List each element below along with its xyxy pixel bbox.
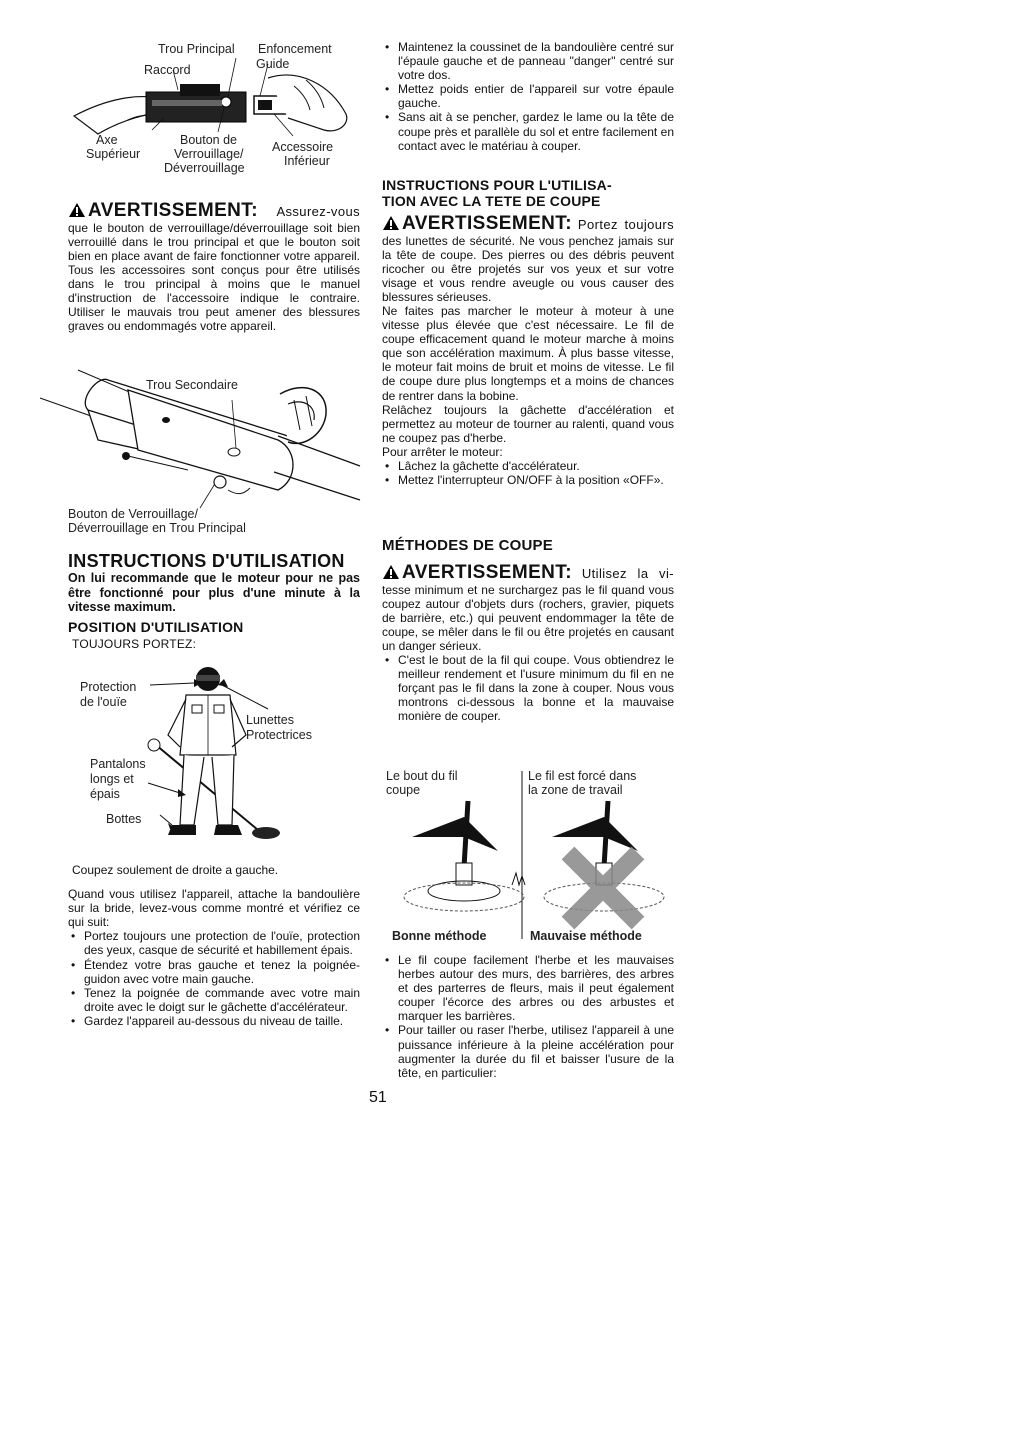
warning-lead: Assurez-vous <box>276 204 360 219</box>
label-axe: Axe <box>96 133 118 147</box>
section-title-position: POSITION D'UTILISATION <box>68 618 244 635</box>
stop-engine-list <box>382 459 674 487</box>
instructions-section <box>68 551 360 651</box>
warning-title: AVERTISSEMENT: <box>402 562 572 583</box>
list-item: • Pour tailler ou raser l'herbe, utilisez l'appareil à une puissance inférieure à la pleine accélération pour augmenter la durée du fil et baisser l'usure de la tête, en particulier: <box>382 1023 674 1079</box>
coupler-figure <box>68 38 360 183</box>
list-item: • Mettez poids entier de l'appareil sur votre épaule gauche. <box>382 82 674 110</box>
label-pantalons: Pantalons <box>90 757 146 771</box>
list-item: • Étendez votre bras gauche et tenez la poignée-guidon avec votre main gauche. <box>68 958 360 986</box>
secondary-hole-figure <box>68 370 360 540</box>
list-item: • Gardez l'appareil au-dessous du niveau de taille. <box>68 1014 360 1028</box>
list-item: • C'est le bout de la fil qui coupe. Vous obtiendrez le meilleur rendement et l'usure minimum du fil en ne forçant pas le fil dans la zone à couper. Nous vous montrons ci-dessous la bonne et la mauvaise monière de couper. <box>382 653 674 723</box>
list-item: • Mettez l'interrupteur ON/OFF à la position «OFF». <box>382 473 674 487</box>
paragraph: Relâchez toujours la gâchette d'accélération et permettez au moteur de tourner au ralenti, quand vous ne coupez pas d'herbe. <box>382 402 674 445</box>
label-protectrices: Protectrices <box>246 728 312 742</box>
label-bouton-de: Bouton de <box>180 133 237 147</box>
cutting-methods-figure <box>382 767 674 947</box>
section-title-methodes: MÉTHODES DE COUPE <box>382 537 553 554</box>
coupez-text: Coupez soulement de droite a gauche. <box>72 863 279 877</box>
page-number: 51 <box>369 1089 387 1106</box>
label-accessoire: Accessoire <box>272 140 334 154</box>
warning-block-1 <box>68 202 360 333</box>
label-raccord: Raccord <box>144 63 191 77</box>
list-item: • Tenez la poignée de commande avec votre main droite avec le doigt sur le gâchette d'accélérateur. <box>68 986 360 1014</box>
list-item: • Lâchez la gâchette d'accélérateur. <box>382 459 674 473</box>
label-protection: Protection <box>80 680 137 694</box>
label-mauvaise-methode: Mauvaise méthode <box>530 929 642 943</box>
label-bouton-verrouillage: Bouton de Verrouillage/ <box>68 507 198 521</box>
methodes-bullets-2 <box>382 953 674 1080</box>
toujours-portez: TOUJOURS PORTEZ: <box>72 636 197 651</box>
warning-triangle-icon <box>382 215 400 234</box>
section-title-tete-1: INSTRUCTIONS POUR L'UTILISA- <box>382 177 612 193</box>
label-fil-force: Le fil est forcé dans <box>528 769 637 783</box>
quand-text: Quand vous utilisez l'appareil, attache la bandoulière sur la bride, levez-vous comme montré et vérifiez ce qui suit: <box>68 887 360 930</box>
paragraph: Pour arrêter le moteur: <box>382 444 503 459</box>
label-coupe: coupe <box>386 783 421 797</box>
warning-text: tesse minimum et ne surchargez pas le fil quand vous coupez autour d'objets durs (rochers, gravier, piquets de barrière, etc.) qui peuvent endommager la tête de coupe, se mêler dans le fil ou être projetés en causant un danger sérieux. <box>382 583 674 653</box>
label-guide: Guide <box>256 57 290 71</box>
warning-text: des lunettes de sécurité. Ne vous penchez jamais sur la tête de coupe. Des pierres ou des débris peuvent ricocher ou être projetés sur vos yeux et sur votre visage et vous rendre aveugle ou vous causer des blessures sérieuses. <box>382 234 674 304</box>
label-ouie: de l'ouïe <box>80 695 127 709</box>
label-deverrouillage-trou-principal: Déverrouillage en Trou Principal <box>68 521 246 535</box>
warning-title: AVERTISSEMENT: <box>402 213 572 234</box>
operator-figure <box>68 665 360 850</box>
warning-lead: Utilisez la vi- <box>581 566 674 581</box>
label-verrouillage: Verrouillage/ <box>174 147 244 161</box>
label-trou-secondaire: Trou Secondaire <box>146 378 238 392</box>
methodes-section <box>382 538 674 723</box>
list-item: • Sans ait à se pencher, gardez le lame ou la tête de coupe près et parallèle du sol et entre facilement en contact avec le matériau à couper. <box>382 110 674 152</box>
label-trou-principal: Trou Principal <box>158 42 235 56</box>
label-lunettes: Lunettes <box>246 713 294 727</box>
methodes-bullet-1 <box>382 653 674 723</box>
label-deverrouillage: Déverrouillage <box>164 161 245 175</box>
warning-text: que le bouton de verrouillage/déverrouillage soit bien verrouillé dans le trou principal et que le bouton soit bien en place avant de faire fonctionner votre appareil. Tous les accessoires sont conçus pour être utilisés dans le trou principal à moins que le manuel d'instruction de l'accessoire indique le contraire. Utiliser le mauvais trou peut amener des blessures graves ou endommagés votre appareil. <box>68 221 360 333</box>
list-item: • Portez toujours une protection de l'ouïe, protection des yeux, casque de sécurité et habillement épais. <box>68 929 360 957</box>
label-bottes: Bottes <box>106 812 142 826</box>
label-enfoncement: Enfoncement <box>258 42 332 56</box>
label-longs-et: longs et <box>90 772 134 786</box>
right-top-bullets <box>382 40 674 153</box>
warning-triangle-icon <box>68 202 86 221</box>
instructions-intro: On lui recommande que le moteur pour ne pas être fonctionné pour plus d'une minute à la vitesse maximum. <box>68 571 360 614</box>
left-bullet-list <box>68 929 360 1028</box>
label-zone-travail: la zone de travail <box>528 783 623 797</box>
label-superieur: Supérieur <box>86 147 141 161</box>
cutting-methods-illustration <box>382 767 674 947</box>
section-title-tete-2: TION AVEC LA TETE DE COUPE <box>382 193 601 209</box>
warning-triangle-icon <box>382 564 400 583</box>
section-title-instructions: INSTRUCTIONS D'UTILISATION <box>68 551 345 571</box>
label-epais: épais <box>90 787 120 801</box>
label-bonne-methode: Bonne méthode <box>392 929 487 943</box>
label-bout-du-fil: Le bout du fil <box>386 769 458 783</box>
paragraph: Ne faites pas marcher le moteur à moteur à une vitesse plus élevée que c'est nécessaire. Le fil de coupe efficacement quand le moteur marche à moins que son accélération maximum. À plus basse vitesse, le moteur fait moins de bruit et moins de vitesse. Le fil de coupe dure plus longtemps et a moins de chances de rentrer dans la bobine. <box>382 304 674 403</box>
tete-section <box>382 177 674 487</box>
list-item: • Le fil coupe facilement l'herbe et les mauvaises herbes autour des murs, des barrières, des arbres et des parterres de fleurs, mais il peut également couper l'écorce des arbres ou des arbustes et marquer les barrières. <box>382 953 674 1023</box>
left-body <box>68 863 360 1028</box>
warning-title: AVERTISSEMENT: <box>88 200 258 221</box>
warning-lead: Portez toujours <box>577 217 674 232</box>
list-item: • Maintenez la coussinet de la bandoulière centré sur l'épaule gauche et de panneau "danger" centré sur votre dos. <box>382 40 674 82</box>
label-inferieur: Inférieur <box>284 154 330 168</box>
